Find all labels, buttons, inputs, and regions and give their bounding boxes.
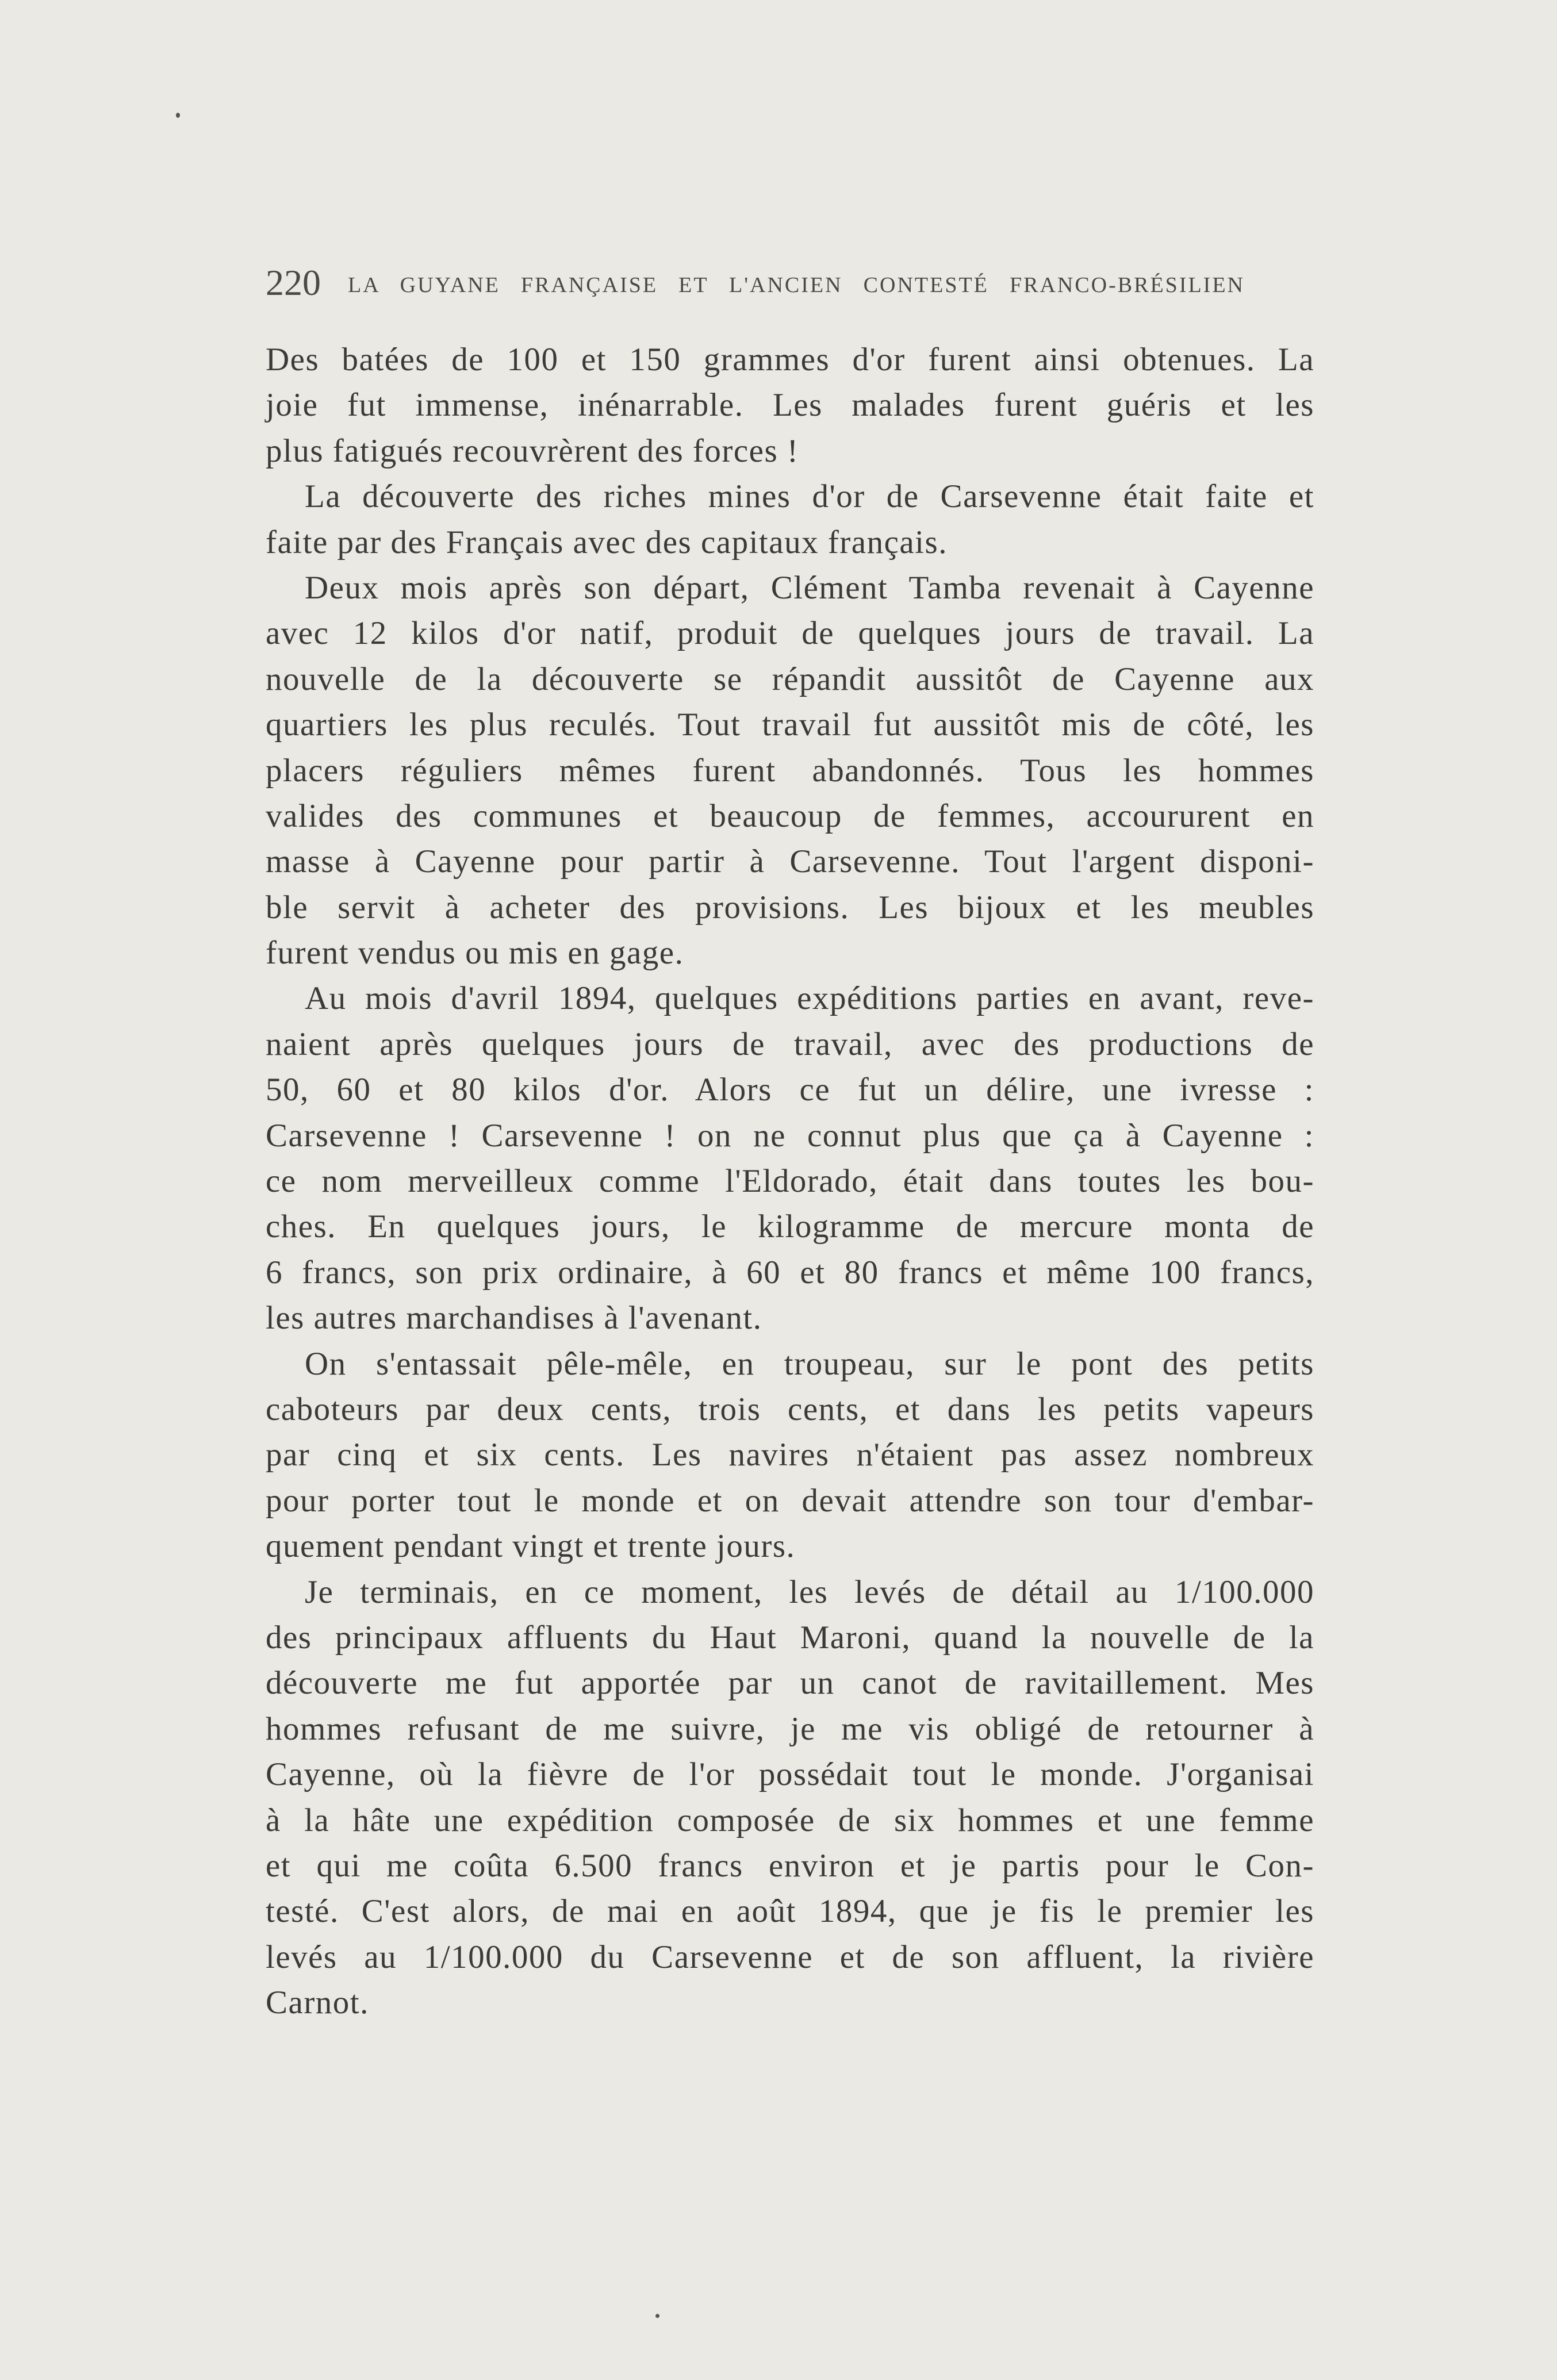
text-line: joie fut immense, inénarrable. Les malades furent guéris et les — [266, 387, 1314, 424]
text-line: avec 12 kilos d'or natif, produit de quelques jours de travail. La — [266, 615, 1314, 652]
text-line: quartiers les plus reculés. Tout travail fut aussitôt mis de côté, les — [266, 707, 1314, 743]
text-line: à la hâte une expédition composée de six hommes et une femme — [266, 1802, 1314, 1838]
text-line: La découverte des riches mines d'or de Carsevenne était faite et — [305, 478, 1314, 515]
text-line: découverte me fut apportée par un canot de ravitaillement. Mes — [266, 1665, 1314, 1702]
text-line: 6 francs, son prix ordinaire, à 60 et 80 francs et même 100 francs, — [266, 1254, 1314, 1291]
paragraph — [266, 1341, 1314, 1569]
text-line: levés au 1/100.000 du Carsevenne et de son affluent, la rivière — [266, 1938, 1314, 1975]
paragraph — [266, 1569, 1314, 2026]
paragraph — [266, 474, 1314, 565]
paper-speck — [655, 2314, 659, 2318]
text-line: faite par des Français avec des capitaux français. — [266, 524, 948, 561]
text-line: On s'entassait pêle-mêle, en troupeau, sur le pont des petits — [305, 1345, 1314, 1382]
text-line: Des batées de 100 et 150 grammes d'or furent ainsi obtenues. La — [266, 341, 1314, 378]
text-line: pour porter tout le monde et on devait attendre son tour d'embar- — [266, 1482, 1314, 1519]
text-line: les autres marchandises à l'avenant. — [266, 1300, 762, 1337]
text-line: masse à Cayenne pour partir à Carsevenne. Tout l'argent disponi- — [266, 843, 1314, 880]
text-line: Carsevenne ! Carsevenne ! on ne connut plus que ça à Cayenne : — [266, 1117, 1314, 1154]
text-line: nouvelle de la découverte se répandit aussitôt de Cayenne aux — [266, 661, 1314, 697]
text-line: ches. En quelques jours, le kilogramme de mercure monta de — [266, 1208, 1314, 1245]
text-line: furent vendus ou mis en gage. — [266, 935, 684, 972]
running-title: LA GUYANE FRANÇAISE ET L'ANCIEN CONTESTÉ FRANCO-BRÉSILIEN — [348, 273, 1245, 297]
text-line: naient après quelques jours de travail, avec des productions de — [266, 1026, 1314, 1062]
text-line: Au mois d'avril 1894, quelques expéditions parties en avant, reve- — [305, 980, 1314, 1017]
text-line: valides des communes et beaucoup de femmes, accoururent en — [266, 797, 1314, 834]
text-line: quement pendant vingt et trente jours. — [266, 1528, 796, 1565]
text-line: Carnot. — [266, 1984, 369, 2021]
body-text — [266, 337, 1314, 2025]
text-line: plus fatigués recouvrèrent des forces ! — [266, 432, 799, 469]
text-line: et qui me coûta 6.500 francs environ et je partis pour le Con- — [266, 1847, 1314, 1884]
text-line: ce nom merveilleux comme l'Eldorado, était dans toutes les bou- — [266, 1163, 1314, 1200]
text-line: par cinq et six cents. Les navires n'étaient pas assez nombreux — [266, 1437, 1314, 1473]
paper-speck — [176, 113, 180, 118]
text-line: caboteurs par deux cents, trois cents, et dans les petits vapeurs — [266, 1391, 1314, 1427]
page-number: 220 — [266, 262, 321, 303]
text-line: placers réguliers mêmes furent abandonnés. Tous les hommes — [266, 752, 1314, 789]
paragraph — [266, 337, 1314, 474]
text-line: testé. C'est alors, de mai en août 1894, que je fis le premier les — [266, 1893, 1314, 1930]
text-line: 50, 60 et 80 kilos d'or. Alors ce fut un délire, une ivresse : — [266, 1072, 1314, 1108]
text-line: ble servit à acheter des provisions. Les bijoux et les meubles — [266, 889, 1314, 926]
paragraph — [266, 565, 1314, 976]
text-line: Cayenne, où la fièvre de l'or possédait tout le monde. J'organisai — [266, 1756, 1314, 1793]
text-line: hommes refusant de me suivre, je me vis obligé de retourner à — [266, 1710, 1314, 1747]
text-line: des principaux affluents du Haut Maroni, quand la nouvelle de la — [266, 1619, 1314, 1656]
paragraph — [266, 976, 1314, 1341]
text-line: Je terminais, en ce moment, les levés de détail au 1/100.000 — [305, 1573, 1314, 1610]
text-line: Deux mois après son départ, Clément Tamba revenait à Cayenne — [305, 569, 1314, 606]
